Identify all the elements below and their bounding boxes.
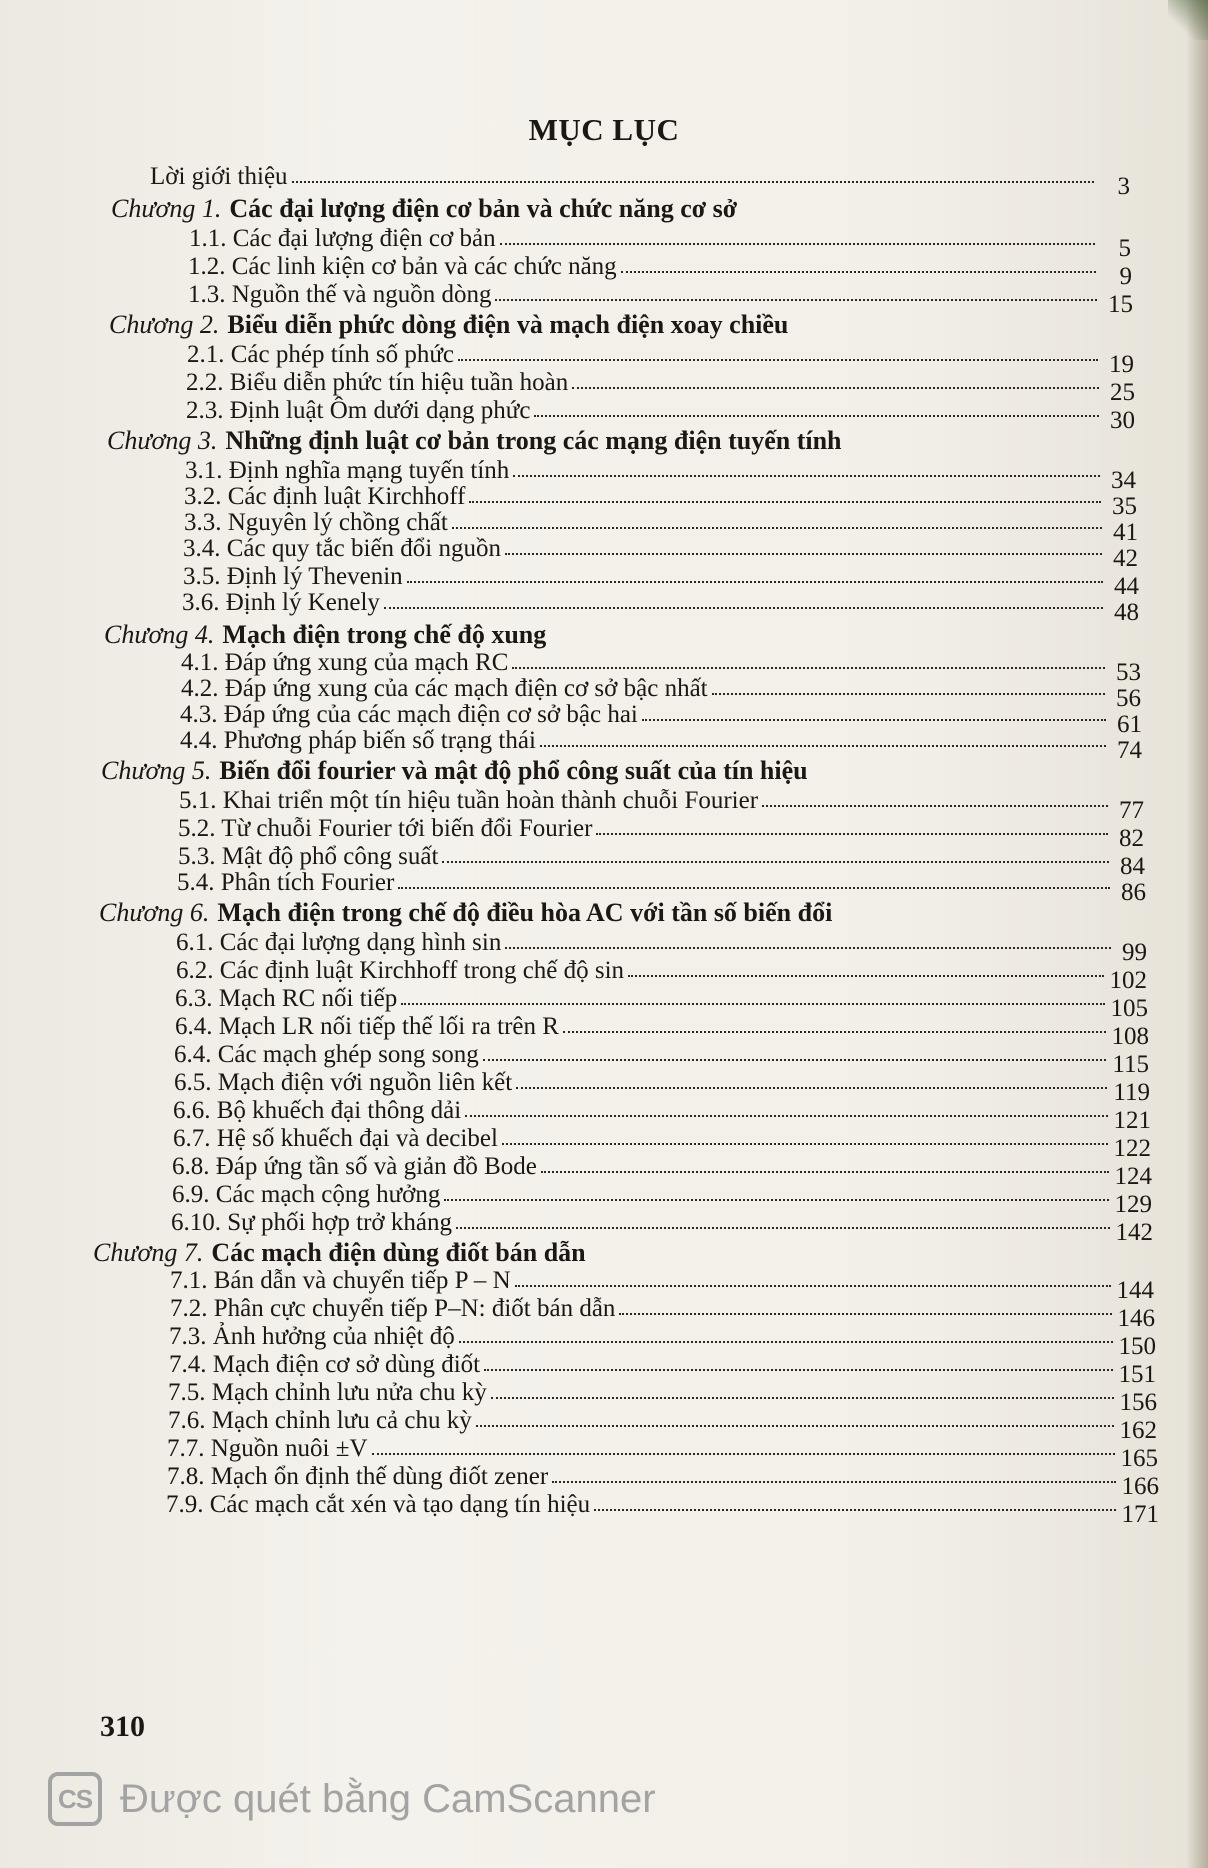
toc-chapter-row [111,194,1100,224]
dot-leader [642,719,1106,721]
entry-page-number: 146 [1117,1305,1155,1332]
entry-label: 6.2. Các định luật Kirchhoff trong chế độ sin [176,957,625,984]
toc-chapter-row [109,310,1100,340]
entry-label: 7.1. Bán dẫn và chuyển tiếp P – N [170,1267,511,1294]
toc-entry-row [169,1322,1156,1360]
entry-label: 7.8. Mạch ổn định thế dùng điốt zener [167,1463,549,1490]
toc-entry-row [150,162,1130,200]
entry-label: 6.4. Mạch LR nối tiếp thế lối ra trên R [175,1013,559,1040]
toc-entry-row [182,588,1139,626]
entry-label: 7.2. Phân cực chuyển tiếp P–N: điốt bán dẫn [170,1295,616,1322]
entry-label: 2.1. Các phép tính số phức [187,341,454,368]
entry-label: 1.2. Các linh kiện cơ bản và các chức năng [188,253,617,280]
dot-leader [505,947,1111,949]
entry-page-number: 156 [1119,1389,1157,1416]
dot-leader [491,1397,1114,1399]
chapter-number: Chương 6. [99,898,210,927]
entry-page-number: 121 [1113,1107,1151,1134]
entry-page-number: 151 [1118,1361,1156,1388]
entry-label: 3.4. Các quy tắc biến đổi nguồn [183,535,501,562]
toc-entry-row [176,928,1147,966]
chapter-title: Biểu diễn phức dòng điện và mạch điện xoay chiều [227,310,789,339]
toc-entry-row [188,252,1132,290]
toc-entry-row [167,1434,1158,1472]
entry-label: 3.3. Nguyên lý chồng chất [184,509,448,536]
dot-leader [495,299,1097,301]
camscanner-logo-icon: CS [48,1772,102,1826]
entry-page-number: 165 [1120,1445,1158,1472]
entry-page-number: 129 [1114,1191,1152,1218]
dot-leader [401,1003,1104,1005]
chapter-number: Chương 5. [101,756,212,785]
toc-entry-row [174,1068,1150,1106]
dot-leader [594,1509,1115,1511]
toc-entry-row [172,1152,1152,1190]
entry-label: 3.6. Định lý Kenely [182,589,380,616]
toc-entry-row [169,1350,1156,1388]
toc-entry-row [188,280,1133,318]
entry-page-number: 77 [1119,797,1144,824]
toc-entry-row [175,984,1148,1022]
entry-label: 7.9. Các mạch cắt xén và tạo dạng tín hiệu [166,1491,591,1518]
entry-page-number: 41 [1113,519,1138,546]
entry-label: 6.6. Bộ khuếch đại thông dải [173,1097,462,1124]
dot-leader [465,1115,1107,1117]
entry-label: 5.1. Khai triển một tín hiệu tuần hoàn thành chuỗi Fourier [179,787,759,814]
toc-chapter-row [93,1238,1100,1268]
dot-leader [372,1453,1115,1455]
dot-leader [407,581,1103,583]
toc-entry-row [170,1266,1154,1304]
dot-leader [476,1425,1114,1427]
camscanner-watermark [48,1772,656,1826]
dot-leader [505,553,1102,555]
entry-label: 6.5. Mạch điện với nguồn liên kết [174,1069,513,1096]
dot-leader [621,271,1096,273]
entry-label: 7.5. Mạch chỉnh lưu nửa chu kỳ [168,1379,487,1406]
entry-page-number: 119 [1113,1079,1150,1106]
watermark-text: Được quét bằng CamScanner [120,1776,656,1821]
toc-entry-row [174,1040,1149,1078]
dot-leader [452,527,1102,529]
entry-label: 1.1. Các đại lượng điện cơ bản [189,225,496,252]
entry-page-number: 150 [1118,1333,1156,1360]
entry-label: 5.4. Phân tích Fourier [177,869,395,896]
toc-entry-row [186,396,1135,434]
entry-label: 6.10. Sự phối hợp trở kháng [171,1209,452,1236]
dot-leader [596,833,1108,835]
entry-page-number: 34 [1111,467,1136,494]
toc-entry-row [167,1462,1159,1500]
toc-entry-row [186,368,1135,406]
entry-page-number: 108 [1111,1023,1149,1050]
entry-page-number: 84 [1120,853,1145,880]
entry-page-number: 124 [1114,1163,1152,1190]
chapter-title: Các mạch điện dùng điốt bán dẫn [211,1238,586,1267]
entry-label: 4.2. Đáp ứng xung của các mạch điện cơ sở bậc nhất [181,675,708,702]
toc-entry-row [173,1096,1151,1134]
entry-label: 4.3. Đáp ứng của các mạch điện cơ sở bậc hai [180,701,638,728]
chapter-title: Mạch điện trong chế độ xung [222,620,547,649]
entry-page-number: 115 [1112,1051,1149,1078]
entry-page-number: 61 [1117,711,1142,738]
dot-leader [552,1481,1115,1483]
toc-entry-row [170,1294,1155,1332]
chapter-number: Chương 2. [109,310,220,339]
toc-entry-row [166,1490,1159,1528]
entry-label: 3.1. Định nghĩa mạng tuyến tính [185,457,510,484]
entry-label: 6.1. Các đại lượng dạng hình sin [176,929,502,956]
entry-label: 6.7. Hệ số khuếch đại và decibel [173,1125,498,1152]
entry-page-number: 86 [1121,879,1146,906]
entry-page-number: 105 [1110,995,1148,1022]
dot-leader [444,1199,1108,1201]
toc-entry-row [178,814,1144,852]
entry-label: 2.3. Định luật Ôm dưới dạng phức [186,397,531,424]
entry-page-number: 25 [1110,379,1135,406]
dot-leader [516,1087,1107,1089]
dot-leader [384,607,1103,609]
entry-page-number: 142 [1115,1219,1153,1246]
entry-label: 6.8. Đáp ứng tần số và giản đồ Bode [172,1153,537,1180]
entry-label: 7.6. Mạch chỉnh lưu cả chu kỳ [168,1407,472,1434]
toc-chapter-row [104,620,1100,650]
dot-leader [563,1031,1106,1033]
entry-label: 1.3. Nguồn thế và nguồn dòng [188,281,492,308]
entry-page-number: 162 [1119,1417,1157,1444]
entry-page-number: 5 [1118,235,1131,262]
entry-page-number: 82 [1119,825,1144,852]
dot-leader [456,1227,1110,1229]
entry-label: 6.9. Các mạch cộng hưởng [172,1181,441,1208]
entry-label: 5.2. Từ chuỗi Fourier tới biến đổi Fourier [178,815,593,842]
entry-page-number: 166 [1121,1473,1159,1500]
entry-page-number: 53 [1116,659,1141,686]
dot-leader [534,415,1099,417]
dot-leader [512,667,1105,669]
toc-entry-row [183,534,1138,572]
entry-page-number: 102 [1109,967,1147,994]
entry-label: 4.1. Đáp ứng xung của mạch RC [181,649,509,676]
toc-entry-row [179,786,1144,824]
toc-entry-row [171,1208,1153,1246]
toc-entry-row [189,224,1131,262]
toc-entry-row [180,726,1142,764]
toc-entry-row [175,1012,1149,1050]
entry-page-number: 56 [1116,685,1141,712]
dot-leader [469,501,1101,503]
entry-label: Lời giới thiệu [150,163,288,190]
chapter-title: Mạch điện trong chế độ điều hòa AC với tần số biến đổi [217,898,833,927]
dot-leader [398,887,1110,889]
entry-page-number: 3 [1117,173,1130,200]
entry-label: 3.2. Các định luật Kirchhoff [184,483,466,510]
dot-leader [483,1059,1107,1061]
entry-label: 7.7. Nguồn nuôi ±V [167,1435,368,1462]
chapter-title: Các đại lượng điện cơ bản và chức năng cơ sở [229,194,738,223]
entry-page-number: 74 [1117,737,1142,764]
dot-leader [513,475,1100,477]
entry-page-number: 30 [1110,407,1135,434]
dot-leader [515,1285,1111,1287]
dot-leader [459,1341,1113,1343]
entry-label: 6.3. Mạch RC nối tiếp [175,985,398,1012]
entry-page-number: 99 [1122,939,1147,966]
dot-leader [712,693,1105,695]
dot-leader [484,1369,1112,1371]
entry-label: 5.3. Mật độ phổ công suất [178,843,439,870]
entry-label: 6.4. Các mạch ghép song song [174,1041,479,1068]
toc-chapter-row [99,898,1100,928]
entry-page-number: 122 [1113,1135,1151,1162]
entry-label: 7.3. Ảnh hưởng của nhiệt độ [169,1323,455,1350]
toc-entry-row [172,1180,1152,1218]
dot-leader [619,1313,1111,1315]
entry-page-number: 44 [1114,573,1139,600]
chapter-number: Chương 3. [107,426,218,455]
dot-leader [502,1143,1108,1145]
dot-leader [541,1171,1109,1173]
toc-entry-row [168,1378,1157,1416]
chapter-title: Biến đổi fourier và mật độ phổ công suất của tín hiệu [219,756,808,785]
entry-label: 3.5. Định lý Thevenin [183,563,403,590]
entry-page-number: 42 [1113,545,1138,572]
chapter-number: Chương 4. [104,620,215,649]
entry-label: 7.4. Mạch điện cơ sở dùng điốt [169,1351,481,1378]
dot-leader [540,745,1106,747]
toc-chapter-row [107,426,1100,456]
toc-entry-row [177,868,1146,906]
dot-leader [458,359,1098,361]
toc-entry-row [168,1406,1157,1444]
dot-leader [292,181,1094,183]
entry-label: 2.2. Biểu diễn phức tín hiệu tuần hoàn [186,369,569,396]
dot-leader [628,975,1103,977]
entry-page-number: 144 [1116,1277,1154,1304]
chapter-title: Những định luật cơ bản trong các mạng điện tuyến tính [225,426,842,455]
entry-page-number: 15 [1108,291,1133,318]
entry-page-number: 9 [1119,263,1132,290]
dot-leader [572,387,1099,389]
toc-heading: MỤC LỤC [528,112,680,147]
dot-leader [500,243,1095,245]
entry-page-number: 48 [1114,599,1139,626]
toc-entry-row [187,340,1134,378]
entry-label: 4.4. Phương pháp biến số trạng thái [180,727,536,754]
chapter-number: Chương 7. [93,1238,204,1267]
toc-entry-row [173,1124,1151,1162]
entry-page-number: 19 [1109,351,1134,378]
chapter-number: Chương 1. [111,194,222,223]
toc-entry-row [176,956,1147,994]
dot-leader [442,861,1109,863]
entry-page-number: 35 [1112,493,1137,520]
dot-leader [762,805,1108,807]
entry-page-number: 171 [1121,1501,1159,1528]
page-number: 310 [100,1710,145,1743]
toc-chapter-row [101,756,1100,786]
